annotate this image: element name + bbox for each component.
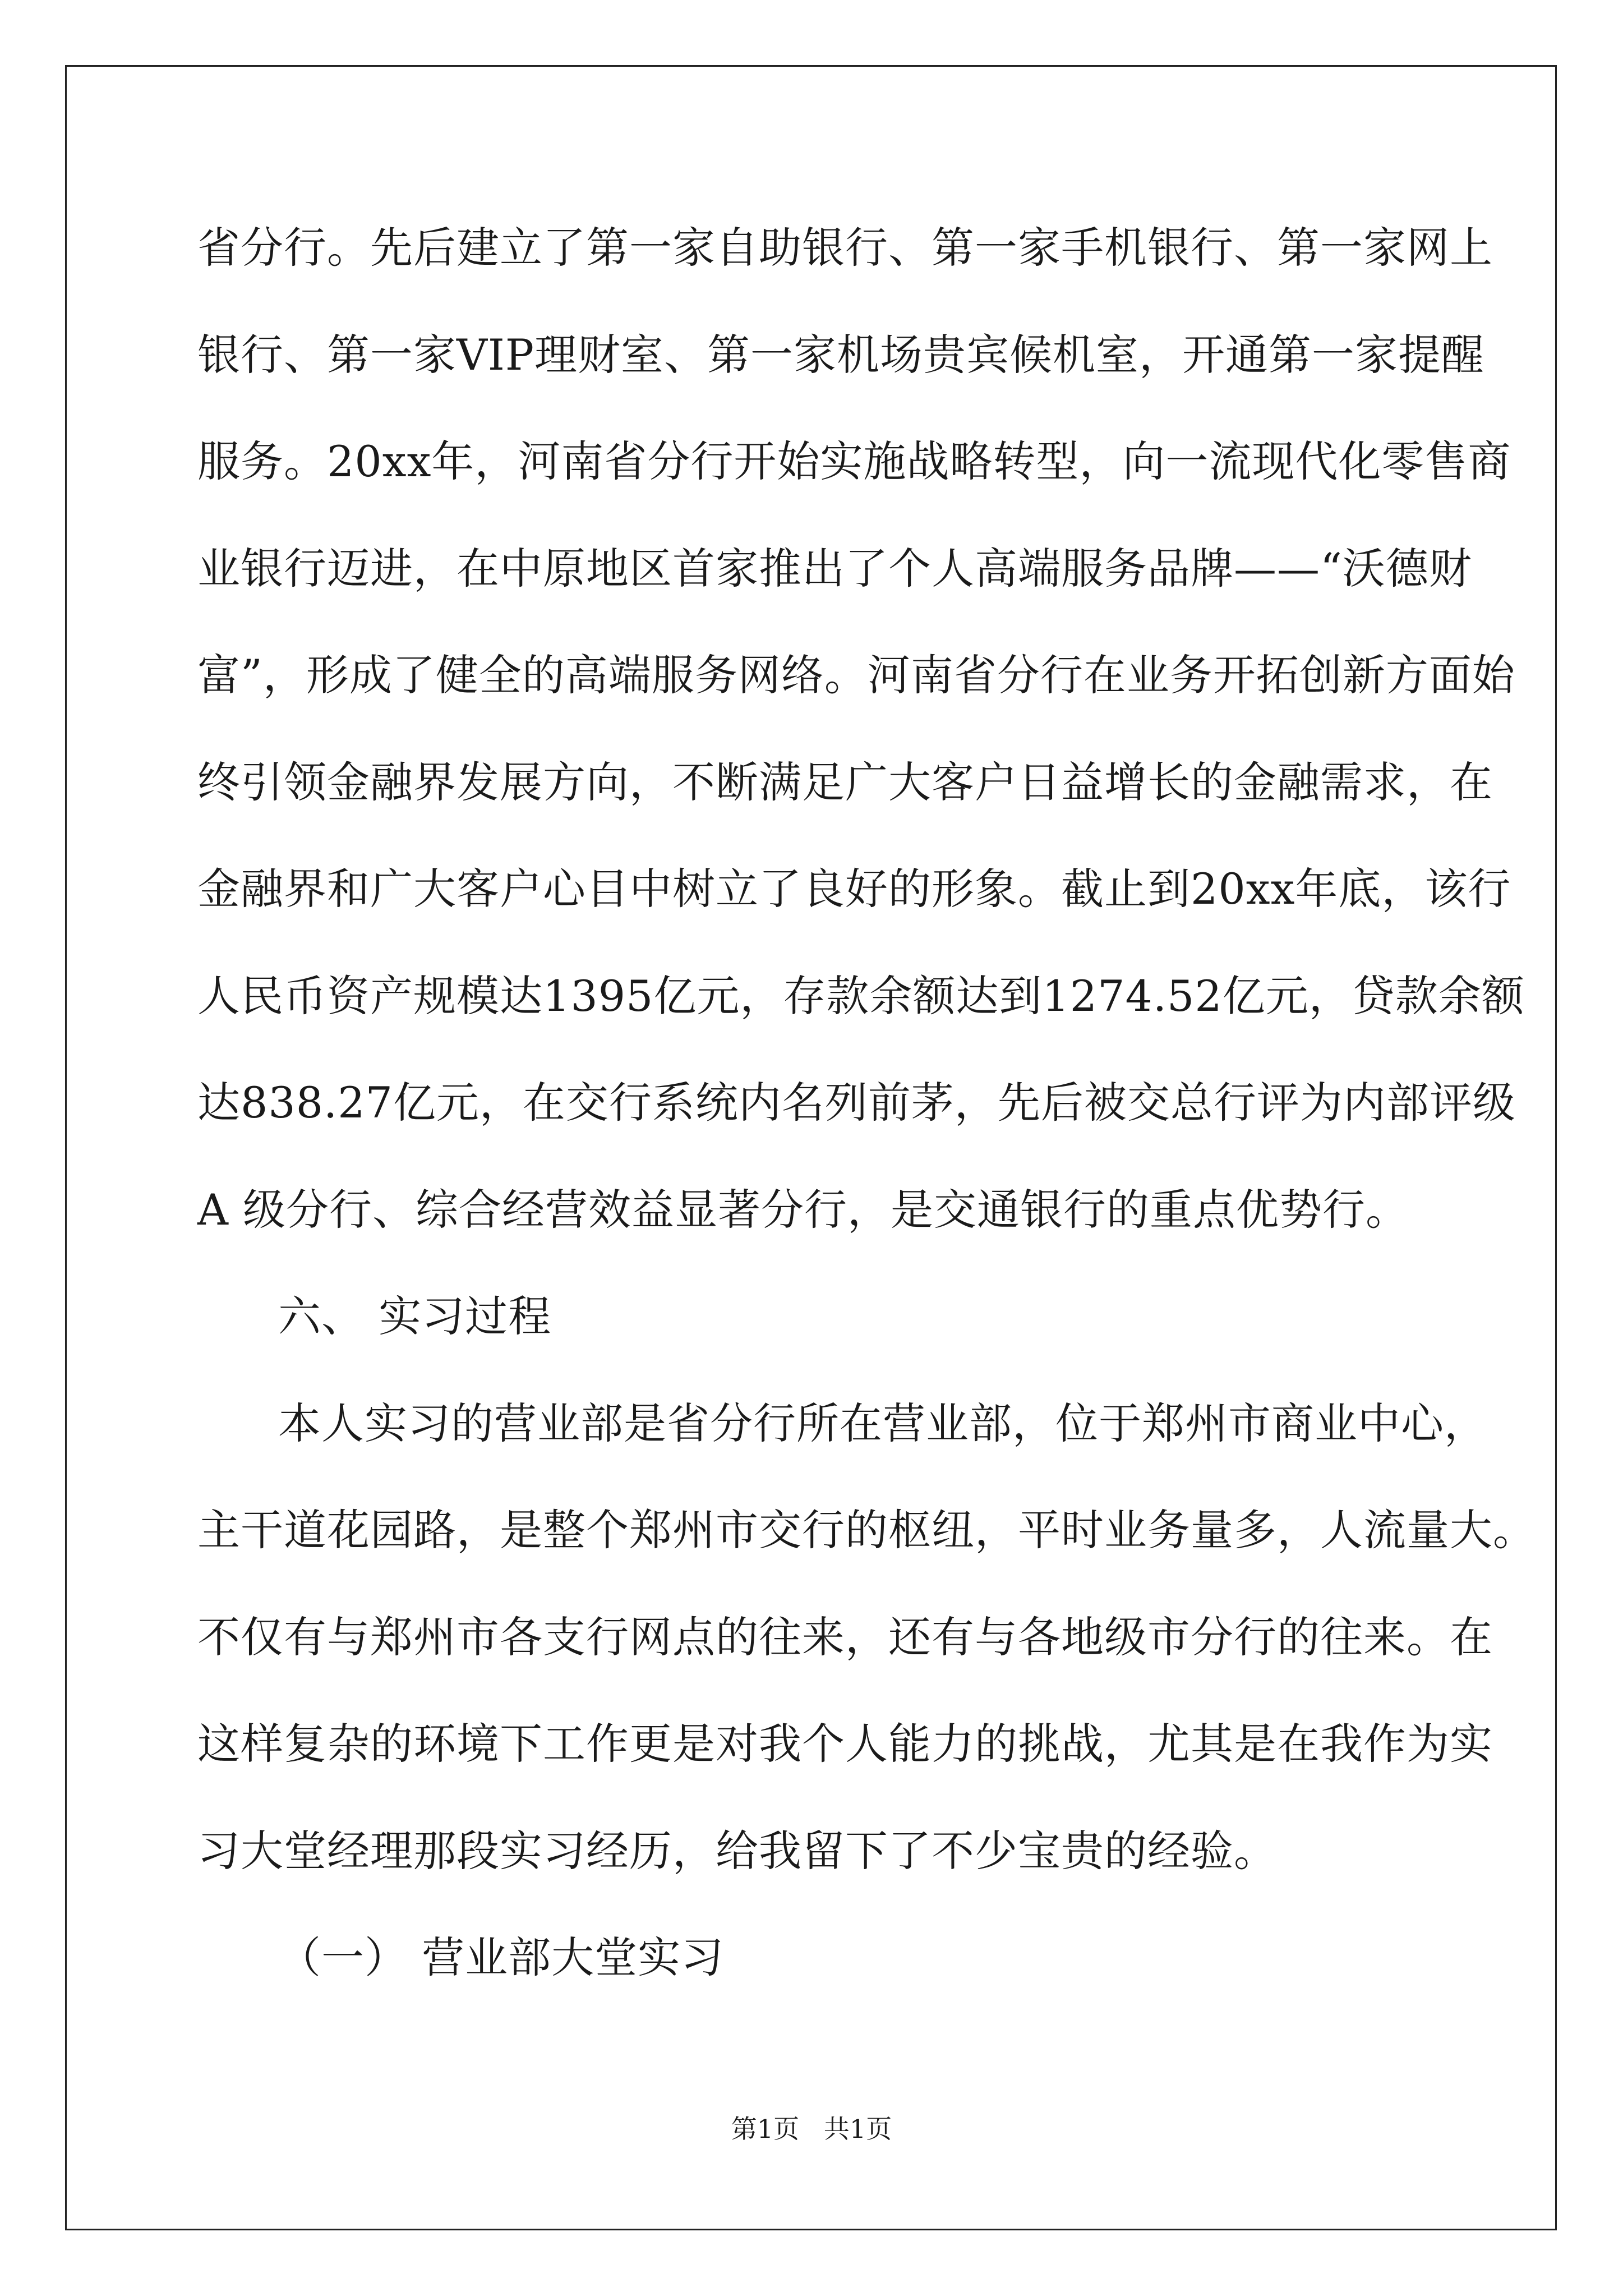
paragraph-line: 习大堂经理那段实习经历，给我留下了不少宝贵的经验。: [197, 1826, 1277, 1876]
paragraph-line: 本人实习的营业部是省分行所在营业部，位于郑州市商业中心，: [278, 1398, 1487, 1448]
paragraph-line: 人民币资产规模达1395亿元，存款余额达到1274.52亿元，贷款余额: [197, 971, 1525, 1021]
paragraph-line: A 级分行、综合经营效益显著分行，是交通银行的重点优势行。: [197, 1185, 1409, 1235]
paragraph-line: 富”，形成了健全的高端服务网络。河南省分行在业务开拓创新方面始: [197, 650, 1515, 700]
paragraph-line: 省分行。先后建立了第一家自助银行、第一家手机银行、第一家网上: [197, 223, 1493, 273]
paragraph-line: 服务。20xx年，河南省分行开始实施战略转型，向一流现代化零售商: [197, 436, 1511, 486]
paragraph-line: 达838.27亿元，在交行系统内名列前茅，先后被交总行评为内部评级: [197, 1078, 1516, 1128]
paragraph-line: 主干道花园路，是整个郑州市交行的枢纽，平时业务量多，人流量大。: [197, 1505, 1536, 1555]
paragraph-line: 业银行迈进，在中原地区首家推出了个人高端服务品牌——“沃德财: [197, 544, 1472, 593]
paragraph-line: 银行、第一家VIP理财室、第一家机场贵宾候机室，开通第一家提醒: [197, 330, 1485, 380]
subsection-heading: （一） 营业部大堂实习: [278, 1932, 725, 1982]
page-footer: 第1页 共1页: [731, 2114, 892, 2144]
paragraph-line: 不仅有与郑州市各支行网点的往来，还有与各地级市分行的往来。在: [197, 1612, 1493, 1662]
page-border: [65, 65, 1557, 2230]
paragraph-line: 金融界和广大客户心目中树立了良好的形象。截止到20xx年底，该行: [197, 864, 1511, 914]
paragraph-line: 终引领金融界发展方向，不断满足广大客户日益增长的金融需求，在: [197, 757, 1493, 807]
paragraph-line: 这样复杂的环境下工作更是对我个人能力的挑战，尤其是在我作为实: [197, 1719, 1493, 1769]
section-heading: 六、 实习过程: [278, 1291, 552, 1341]
